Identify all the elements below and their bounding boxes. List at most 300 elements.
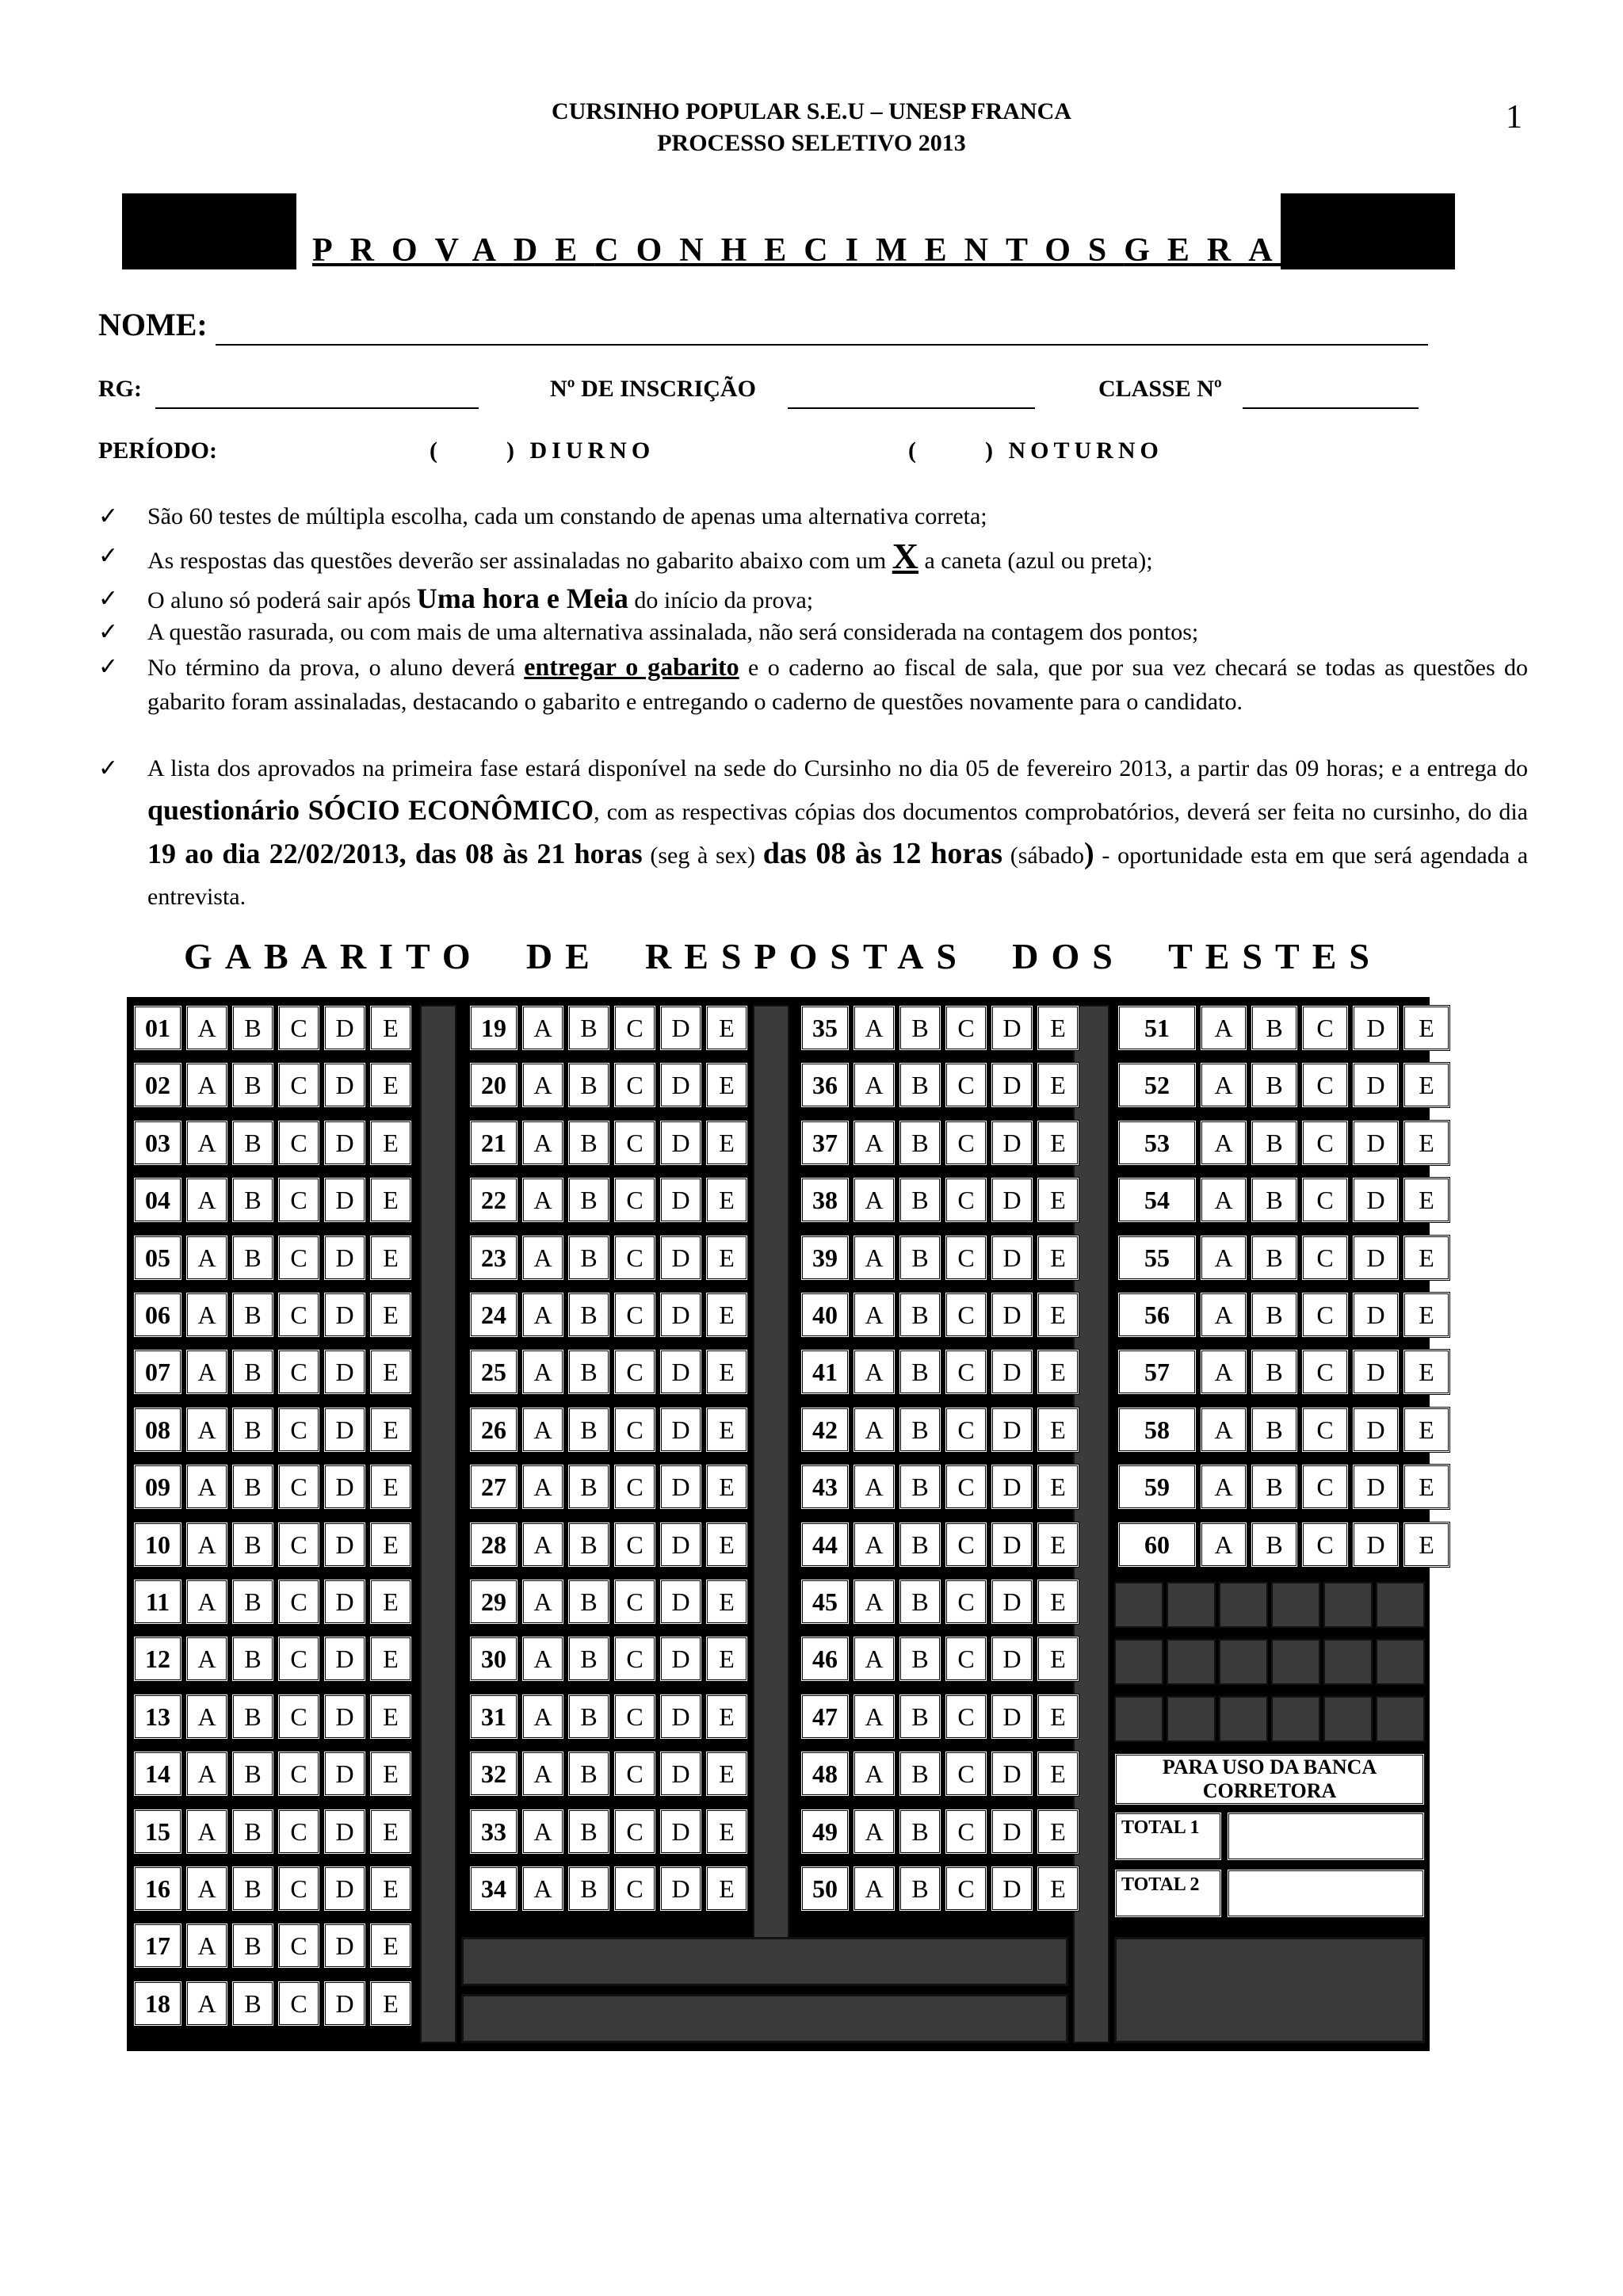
diurno-option[interactable]: ( ) DIURNO	[430, 437, 655, 464]
answer-option-e[interactable]: E	[369, 1579, 412, 1625]
answer-option-e[interactable]: E	[1403, 1522, 1450, 1568]
answer-option-d[interactable]: D	[323, 1522, 366, 1568]
answer-option-a[interactable]: A	[1200, 1062, 1247, 1108]
answer-option-c[interactable]: C	[613, 1062, 656, 1108]
answer-option-b[interactable]: B	[231, 1809, 274, 1855]
answer-option-a[interactable]: A	[853, 1522, 896, 1568]
answer-option-e[interactable]: E	[1403, 1292, 1450, 1338]
answer-option-b[interactable]: B	[231, 1235, 274, 1281]
answer-option-d[interactable]: D	[659, 1809, 702, 1855]
answer-option-a[interactable]: A	[1200, 1349, 1247, 1395]
answer-option-b[interactable]: B	[231, 1981, 274, 2027]
answer-option-a[interactable]: A	[1200, 1464, 1247, 1510]
answer-option-d[interactable]: D	[991, 1522, 1033, 1568]
answer-option-b[interactable]: B	[1251, 1349, 1298, 1395]
answer-option-a[interactable]: A	[185, 1923, 228, 1969]
answer-option-b[interactable]: B	[899, 1464, 941, 1510]
answer-option-a[interactable]: A	[185, 1235, 228, 1281]
answer-option-d[interactable]: D	[991, 1866, 1033, 1912]
answer-option-e[interactable]: E	[705, 1349, 748, 1395]
answer-option-b[interactable]: B	[1251, 1120, 1298, 1166]
answer-option-a[interactable]: A	[853, 1751, 896, 1797]
answer-option-b[interactable]: B	[899, 1579, 941, 1625]
answer-option-c[interactable]: C	[277, 1694, 320, 1740]
answer-option-b[interactable]: B	[231, 1636, 274, 1682]
answer-option-d[interactable]: D	[323, 1809, 366, 1855]
answer-option-d[interactable]: D	[659, 1464, 702, 1510]
answer-option-d[interactable]: D	[323, 1292, 366, 1338]
answer-option-a[interactable]: A	[185, 1120, 228, 1166]
answer-option-b[interactable]: B	[1251, 1464, 1298, 1510]
answer-option-b[interactable]: B	[567, 1407, 610, 1453]
answer-option-a[interactable]: A	[521, 1349, 564, 1395]
answer-option-a[interactable]: A	[185, 1579, 228, 1625]
answer-option-a[interactable]: A	[521, 1177, 564, 1223]
answer-option-c[interactable]: C	[945, 1235, 987, 1281]
answer-option-e[interactable]: E	[705, 1579, 748, 1625]
answer-option-a[interactable]: A	[521, 1809, 564, 1855]
answer-option-c[interactable]: C	[945, 1177, 987, 1223]
answer-option-c[interactable]: C	[613, 1120, 656, 1166]
answer-option-c[interactable]: C	[945, 1005, 987, 1051]
answer-option-a[interactable]: A	[185, 1177, 228, 1223]
answer-option-c[interactable]: C	[945, 1751, 987, 1797]
answer-option-b[interactable]: B	[567, 1636, 610, 1682]
answer-option-e[interactable]: E	[1403, 1120, 1450, 1166]
answer-option-b[interactable]: B	[231, 1522, 274, 1568]
answer-option-b[interactable]: B	[567, 1751, 610, 1797]
answer-option-a[interactable]: A	[1200, 1292, 1247, 1338]
answer-option-d[interactable]: D	[1352, 1005, 1400, 1051]
answer-option-a[interactable]: A	[853, 1636, 896, 1682]
answer-option-d[interactable]: D	[323, 1464, 366, 1510]
answer-option-e[interactable]: E	[705, 1177, 748, 1223]
answer-option-b[interactable]: B	[567, 1062, 610, 1108]
answer-option-d[interactable]: D	[659, 1062, 702, 1108]
answer-option-a[interactable]: A	[853, 1349, 896, 1395]
answer-option-a[interactable]: A	[521, 1235, 564, 1281]
answer-option-c[interactable]: C	[945, 1579, 987, 1625]
answer-option-a[interactable]: A	[185, 1464, 228, 1510]
answer-option-d[interactable]: D	[659, 1407, 702, 1453]
answer-option-a[interactable]: A	[185, 1005, 228, 1051]
answer-option-b[interactable]: B	[899, 1407, 941, 1453]
answer-option-c[interactable]: C	[945, 1062, 987, 1108]
answer-option-b[interactable]: B	[231, 1923, 274, 1969]
answer-option-c[interactable]: C	[277, 1292, 320, 1338]
answer-option-c[interactable]: C	[1301, 1464, 1349, 1510]
answer-option-a[interactable]: A	[185, 1636, 228, 1682]
answer-option-c[interactable]: C	[613, 1235, 656, 1281]
answer-option-d[interactable]: D	[659, 1694, 702, 1740]
answer-option-d[interactable]: D	[991, 1579, 1033, 1625]
answer-option-b[interactable]: B	[567, 1292, 610, 1338]
answer-option-d[interactable]: D	[991, 1177, 1033, 1223]
answer-option-a[interactable]: A	[185, 1522, 228, 1568]
answer-option-d[interactable]: D	[323, 1062, 366, 1108]
answer-option-d[interactable]: D	[659, 1636, 702, 1682]
answer-option-e[interactable]: E	[1037, 1005, 1079, 1051]
total1-field[interactable]	[1227, 1812, 1425, 1861]
answer-option-d[interactable]: D	[659, 1866, 702, 1912]
answer-option-b[interactable]: B	[231, 1292, 274, 1338]
answer-option-b[interactable]: B	[231, 1866, 274, 1912]
answer-option-b[interactable]: B	[899, 1120, 941, 1166]
answer-option-c[interactable]: C	[945, 1809, 987, 1855]
answer-option-d[interactable]: D	[659, 1235, 702, 1281]
answer-option-e[interactable]: E	[369, 1407, 412, 1453]
answer-option-d[interactable]: D	[659, 1292, 702, 1338]
answer-option-b[interactable]: B	[567, 1809, 610, 1855]
answer-option-d[interactable]: D	[991, 1407, 1033, 1453]
answer-option-a[interactable]: A	[853, 1177, 896, 1223]
answer-option-a[interactable]: A	[521, 1120, 564, 1166]
answer-option-b[interactable]: B	[1251, 1522, 1298, 1568]
answer-option-e[interactable]: E	[369, 1809, 412, 1855]
answer-option-e[interactable]: E	[369, 1694, 412, 1740]
answer-option-c[interactable]: C	[277, 1349, 320, 1395]
answer-option-e[interactable]: E	[1403, 1349, 1450, 1395]
answer-option-d[interactable]: D	[1352, 1292, 1400, 1338]
answer-option-c[interactable]: C	[277, 1407, 320, 1453]
answer-option-d[interactable]: D	[323, 1923, 366, 1969]
answer-option-e[interactable]: E	[369, 1636, 412, 1682]
answer-option-c[interactable]: C	[1301, 1005, 1349, 1051]
answer-option-d[interactable]: D	[659, 1751, 702, 1797]
answer-option-e[interactable]: E	[369, 1522, 412, 1568]
answer-option-a[interactable]: A	[521, 1292, 564, 1338]
answer-option-e[interactable]: E	[1037, 1579, 1079, 1625]
noturno-option[interactable]: ( ) NOTURNO	[908, 437, 1163, 464]
answer-option-c[interactable]: C	[277, 1005, 320, 1051]
answer-option-b[interactable]: B	[1251, 1235, 1298, 1281]
answer-option-b[interactable]: B	[231, 1120, 274, 1166]
answer-option-a[interactable]: A	[521, 1522, 564, 1568]
answer-option-d[interactable]: D	[991, 1751, 1033, 1797]
answer-option-e[interactable]: E	[1037, 1407, 1079, 1453]
answer-option-d[interactable]: D	[1352, 1062, 1400, 1108]
answer-option-e[interactable]: E	[369, 1981, 412, 2027]
answer-option-b[interactable]: B	[899, 1694, 941, 1740]
answer-option-a[interactable]: A	[1200, 1120, 1247, 1166]
answer-option-d[interactable]: D	[323, 1751, 366, 1797]
answer-option-e[interactable]: E	[1037, 1177, 1079, 1223]
answer-option-d[interactable]: D	[991, 1349, 1033, 1395]
answer-option-c[interactable]: C	[277, 1235, 320, 1281]
answer-option-e[interactable]: E	[1037, 1349, 1079, 1395]
answer-option-b[interactable]: B	[899, 1809, 941, 1855]
answer-option-b[interactable]: B	[567, 1120, 610, 1166]
answer-option-e[interactable]: E	[705, 1751, 748, 1797]
answer-option-a[interactable]: A	[185, 1981, 228, 2027]
answer-option-e[interactable]: E	[1037, 1062, 1079, 1108]
answer-option-b[interactable]: B	[899, 1005, 941, 1051]
answer-option-c[interactable]: C	[1301, 1292, 1349, 1338]
answer-option-d[interactable]: D	[1352, 1464, 1400, 1510]
answer-option-a[interactable]: A	[521, 1694, 564, 1740]
answer-option-b[interactable]: B	[1251, 1407, 1298, 1453]
answer-option-a[interactable]: A	[521, 1751, 564, 1797]
answer-option-c[interactable]: C	[613, 1177, 656, 1223]
answer-option-a[interactable]: A	[521, 1579, 564, 1625]
answer-option-e[interactable]: E	[369, 1062, 412, 1108]
answer-option-d[interactable]: D	[323, 1636, 366, 1682]
answer-option-b[interactable]: B	[567, 1579, 610, 1625]
answer-option-a[interactable]: A	[853, 1235, 896, 1281]
answer-option-e[interactable]: E	[1037, 1464, 1079, 1510]
answer-option-d[interactable]: D	[323, 1177, 366, 1223]
answer-option-e[interactable]: E	[705, 1522, 748, 1568]
answer-option-e[interactable]: E	[369, 1464, 412, 1510]
answer-option-e[interactable]: E	[369, 1235, 412, 1281]
answer-option-e[interactable]: E	[1037, 1522, 1079, 1568]
answer-option-e[interactable]: E	[369, 1177, 412, 1223]
answer-option-c[interactable]: C	[277, 1981, 320, 2027]
answer-option-d[interactable]: D	[659, 1005, 702, 1051]
answer-option-a[interactable]: A	[853, 1292, 896, 1338]
answer-option-e[interactable]: E	[705, 1809, 748, 1855]
answer-option-d[interactable]: D	[659, 1177, 702, 1223]
answer-option-c[interactable]: C	[613, 1292, 656, 1338]
answer-option-a[interactable]: A	[853, 1464, 896, 1510]
answer-option-e[interactable]: E	[1403, 1062, 1450, 1108]
answer-option-a[interactable]: A	[521, 1636, 564, 1682]
answer-option-c[interactable]: C	[1301, 1120, 1349, 1166]
answer-option-b[interactable]: B	[231, 1579, 274, 1625]
answer-option-c[interactable]: C	[613, 1464, 656, 1510]
answer-option-e[interactable]: E	[1037, 1751, 1079, 1797]
answer-option-b[interactable]: B	[899, 1636, 941, 1682]
answer-option-c[interactable]: C	[945, 1120, 987, 1166]
answer-option-a[interactable]: A	[1200, 1177, 1247, 1223]
answer-option-a[interactable]: A	[1200, 1522, 1247, 1568]
answer-option-b[interactable]: B	[899, 1522, 941, 1568]
answer-option-e[interactable]: E	[1403, 1464, 1450, 1510]
answer-option-a[interactable]: A	[853, 1005, 896, 1051]
answer-option-d[interactable]: D	[991, 1005, 1033, 1051]
answer-option-c[interactable]: C	[1301, 1177, 1349, 1223]
answer-option-e[interactable]: E	[369, 1751, 412, 1797]
answer-option-c[interactable]: C	[277, 1923, 320, 1969]
answer-option-d[interactable]: D	[991, 1464, 1033, 1510]
answer-option-d[interactable]: D	[659, 1349, 702, 1395]
answer-option-d[interactable]: D	[1352, 1407, 1400, 1453]
inscricao-field[interactable]	[788, 379, 1035, 409]
answer-option-e[interactable]: E	[705, 1694, 748, 1740]
answer-option-e[interactable]: E	[1403, 1407, 1450, 1453]
answer-option-a[interactable]: A	[1200, 1407, 1247, 1453]
answer-option-c[interactable]: C	[277, 1522, 320, 1568]
answer-option-e[interactable]: E	[705, 1292, 748, 1338]
answer-option-c[interactable]: C	[1301, 1235, 1349, 1281]
answer-option-b[interactable]: B	[567, 1235, 610, 1281]
answer-option-c[interactable]: C	[945, 1407, 987, 1453]
answer-option-d[interactable]: D	[991, 1120, 1033, 1166]
answer-option-e[interactable]: E	[1037, 1866, 1079, 1912]
answer-option-b[interactable]: B	[231, 1005, 274, 1051]
answer-option-b[interactable]: B	[899, 1235, 941, 1281]
answer-option-c[interactable]: C	[277, 1866, 320, 1912]
answer-option-c[interactable]: C	[1301, 1407, 1349, 1453]
answer-option-a[interactable]: A	[853, 1120, 896, 1166]
answer-option-b[interactable]: B	[899, 1062, 941, 1108]
answer-option-d[interactable]: D	[323, 1005, 366, 1051]
answer-option-b[interactable]: B	[899, 1751, 941, 1797]
answer-option-c[interactable]: C	[945, 1464, 987, 1510]
answer-option-d[interactable]: D	[1352, 1235, 1400, 1281]
answer-option-a[interactable]: A	[185, 1809, 228, 1855]
rg-field[interactable]	[155, 379, 479, 409]
answer-option-d[interactable]: D	[991, 1694, 1033, 1740]
answer-option-b[interactable]: B	[231, 1464, 274, 1510]
answer-option-c[interactable]: C	[613, 1751, 656, 1797]
answer-option-d[interactable]: D	[659, 1522, 702, 1568]
answer-option-a[interactable]: A	[521, 1464, 564, 1510]
answer-option-b[interactable]: B	[899, 1292, 941, 1338]
answer-option-d[interactable]: D	[991, 1062, 1033, 1108]
answer-option-c[interactable]: C	[1301, 1522, 1349, 1568]
answer-option-b[interactable]: B	[231, 1751, 274, 1797]
answer-option-e[interactable]: E	[705, 1062, 748, 1108]
nome-field[interactable]	[216, 315, 1428, 346]
answer-option-b[interactable]: B	[899, 1349, 941, 1395]
answer-option-c[interactable]: C	[613, 1407, 656, 1453]
answer-option-e[interactable]: E	[369, 1005, 412, 1051]
answer-option-e[interactable]: E	[705, 1407, 748, 1453]
answer-option-e[interactable]: E	[1037, 1292, 1079, 1338]
answer-option-a[interactable]: A	[521, 1062, 564, 1108]
answer-option-c[interactable]: C	[945, 1694, 987, 1740]
answer-option-a[interactable]: A	[185, 1292, 228, 1338]
answer-option-a[interactable]: A	[185, 1062, 228, 1108]
answer-option-e[interactable]: E	[1403, 1235, 1450, 1281]
answer-option-c[interactable]: C	[1301, 1062, 1349, 1108]
answer-option-c[interactable]: C	[945, 1522, 987, 1568]
answer-option-c[interactable]: C	[277, 1177, 320, 1223]
answer-option-d[interactable]: D	[991, 1235, 1033, 1281]
answer-option-b[interactable]: B	[567, 1349, 610, 1395]
answer-option-b[interactable]: B	[1251, 1177, 1298, 1223]
answer-option-e[interactable]: E	[369, 1292, 412, 1338]
answer-option-b[interactable]: B	[1251, 1005, 1298, 1051]
answer-option-c[interactable]: C	[613, 1005, 656, 1051]
answer-option-d[interactable]: D	[323, 1407, 366, 1453]
answer-option-e[interactable]: E	[705, 1235, 748, 1281]
answer-option-c[interactable]: C	[945, 1292, 987, 1338]
answer-option-d[interactable]: D	[1352, 1522, 1400, 1568]
answer-option-a[interactable]: A	[185, 1866, 228, 1912]
classe-field[interactable]	[1243, 379, 1419, 409]
answer-option-a[interactable]: A	[185, 1694, 228, 1740]
answer-option-b[interactable]: B	[231, 1177, 274, 1223]
answer-option-e[interactable]: E	[1037, 1235, 1079, 1281]
answer-option-a[interactable]: A	[185, 1349, 228, 1395]
answer-option-b[interactable]: B	[567, 1464, 610, 1510]
answer-option-c[interactable]: C	[277, 1636, 320, 1682]
answer-option-b[interactable]: B	[1251, 1062, 1298, 1108]
answer-option-d[interactable]: D	[323, 1235, 366, 1281]
answer-option-a[interactable]: A	[521, 1407, 564, 1453]
answer-option-c[interactable]: C	[613, 1522, 656, 1568]
answer-option-e[interactable]: E	[369, 1923, 412, 1969]
answer-option-a[interactable]: A	[853, 1866, 896, 1912]
answer-option-e[interactable]: E	[1403, 1177, 1450, 1223]
answer-option-e[interactable]: E	[1037, 1809, 1079, 1855]
answer-option-d[interactable]: D	[323, 1866, 366, 1912]
answer-option-e[interactable]: E	[369, 1120, 412, 1166]
answer-option-c[interactable]: C	[945, 1636, 987, 1682]
answer-option-c[interactable]: C	[945, 1349, 987, 1395]
answer-option-c[interactable]: C	[277, 1751, 320, 1797]
answer-option-b[interactable]: B	[567, 1522, 610, 1568]
answer-option-e[interactable]: E	[705, 1120, 748, 1166]
answer-option-d[interactable]: D	[659, 1120, 702, 1166]
answer-option-d[interactable]: D	[1352, 1349, 1400, 1395]
answer-option-e[interactable]: E	[1037, 1120, 1079, 1166]
answer-option-e[interactable]: E	[705, 1464, 748, 1510]
answer-option-a[interactable]: A	[185, 1751, 228, 1797]
answer-option-e[interactable]: E	[369, 1866, 412, 1912]
answer-option-d[interactable]: D	[991, 1636, 1033, 1682]
answer-option-e[interactable]: E	[1403, 1005, 1450, 1051]
answer-option-b[interactable]: B	[231, 1062, 274, 1108]
answer-option-d[interactable]: D	[323, 1120, 366, 1166]
answer-option-a[interactable]: A	[853, 1579, 896, 1625]
answer-option-c[interactable]: C	[277, 1579, 320, 1625]
answer-option-c[interactable]: C	[945, 1866, 987, 1912]
answer-option-d[interactable]: D	[1352, 1177, 1400, 1223]
answer-option-d[interactable]: D	[323, 1349, 366, 1395]
answer-option-a[interactable]: A	[185, 1407, 228, 1453]
answer-option-b[interactable]: B	[1251, 1292, 1298, 1338]
answer-option-c[interactable]: C	[613, 1579, 656, 1625]
answer-option-d[interactable]: D	[991, 1292, 1033, 1338]
answer-option-a[interactable]: A	[853, 1694, 896, 1740]
answer-option-c[interactable]: C	[277, 1464, 320, 1510]
answer-option-d[interactable]: D	[323, 1579, 366, 1625]
answer-option-e[interactable]: E	[369, 1349, 412, 1395]
answer-option-c[interactable]: C	[277, 1809, 320, 1855]
answer-option-b[interactable]: B	[567, 1005, 610, 1051]
answer-option-b[interactable]: B	[899, 1177, 941, 1223]
answer-option-a[interactable]: A	[1200, 1235, 1247, 1281]
answer-option-d[interactable]: D	[659, 1579, 702, 1625]
answer-option-b[interactable]: B	[231, 1349, 274, 1395]
answer-option-b[interactable]: B	[231, 1407, 274, 1453]
answer-option-c[interactable]: C	[277, 1062, 320, 1108]
answer-option-c[interactable]: C	[613, 1866, 656, 1912]
answer-option-e[interactable]: E	[1037, 1636, 1079, 1682]
answer-option-d[interactable]: D	[323, 1694, 366, 1740]
answer-option-b[interactable]: B	[231, 1694, 274, 1740]
answer-option-a[interactable]: A	[853, 1407, 896, 1453]
answer-option-b[interactable]: B	[567, 1177, 610, 1223]
answer-option-e[interactable]: E	[705, 1005, 748, 1051]
answer-option-a[interactable]: A	[1200, 1005, 1247, 1051]
answer-option-a[interactable]: A	[521, 1866, 564, 1912]
answer-option-e[interactable]: E	[705, 1636, 748, 1682]
answer-option-b[interactable]: B	[899, 1866, 941, 1912]
answer-option-b[interactable]: B	[567, 1694, 610, 1740]
answer-option-a[interactable]: A	[853, 1062, 896, 1108]
total2-field[interactable]	[1227, 1869, 1425, 1918]
answer-option-d[interactable]: D	[991, 1809, 1033, 1855]
answer-option-a[interactable]: A	[853, 1809, 896, 1855]
answer-option-c[interactable]: C	[613, 1694, 656, 1740]
answer-option-e[interactable]: E	[1037, 1694, 1079, 1740]
answer-option-c[interactable]: C	[613, 1636, 656, 1682]
answer-option-d[interactable]: D	[1352, 1120, 1400, 1166]
